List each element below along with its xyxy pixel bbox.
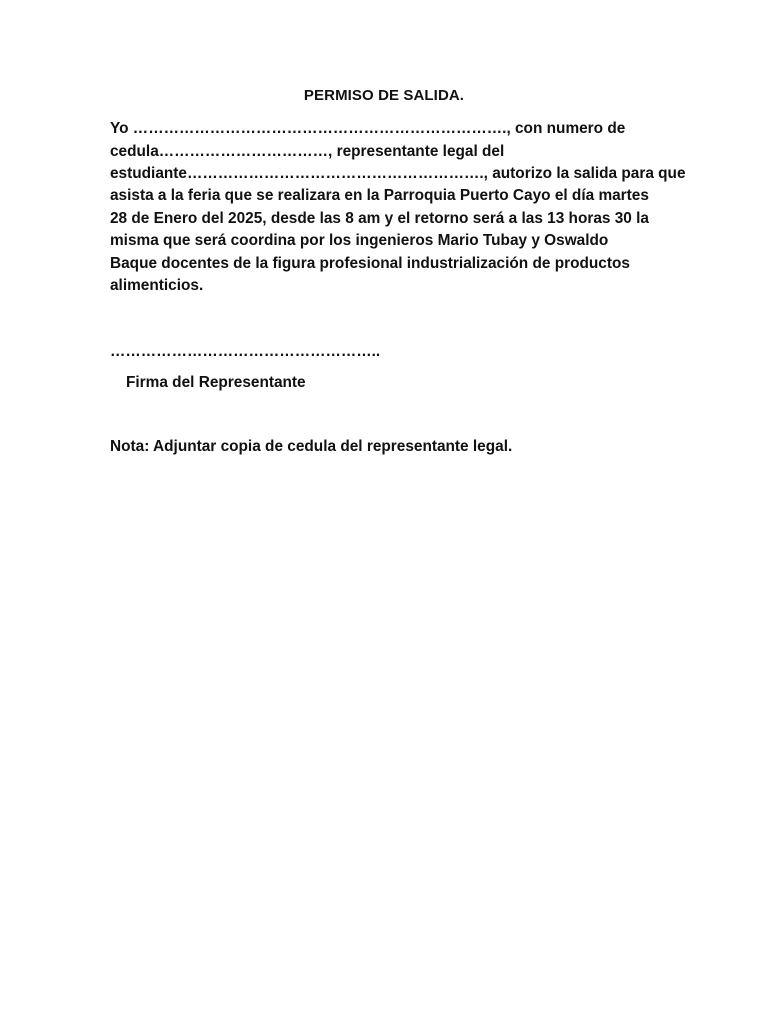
document-title: PERMISO DE SALIDA. <box>303 87 465 104</box>
body-line: Baque docentes de la figura profesional industrialización de productos <box>110 255 630 272</box>
body-line: cedula……………………………, representante legal del <box>110 143 505 160</box>
body-line: Yo ………………………………………………………………., con numero de <box>110 120 626 137</box>
note-text: Nota: Adjuntar copia de cedula del representante legal. <box>110 438 513 455</box>
body-line: estudiante…………………………………………………., autorizo la salida para que <box>110 165 686 182</box>
body-line: misma que será coordina por los ingenieros Mario Tubay y Oswaldo <box>110 232 609 249</box>
body-line: 28 de Enero del 2025, desde las 8 am y el retorno será a las 13 horas 30 la <box>110 210 649 227</box>
signature-label: Firma del Representante <box>126 374 306 391</box>
body-line: asista a la feria que se realizara en la Parroquia Puerto Cayo el día martes <box>110 187 649 204</box>
signature-line: …………………………………………….. <box>110 343 381 360</box>
body-line: alimenticios. <box>110 277 204 294</box>
